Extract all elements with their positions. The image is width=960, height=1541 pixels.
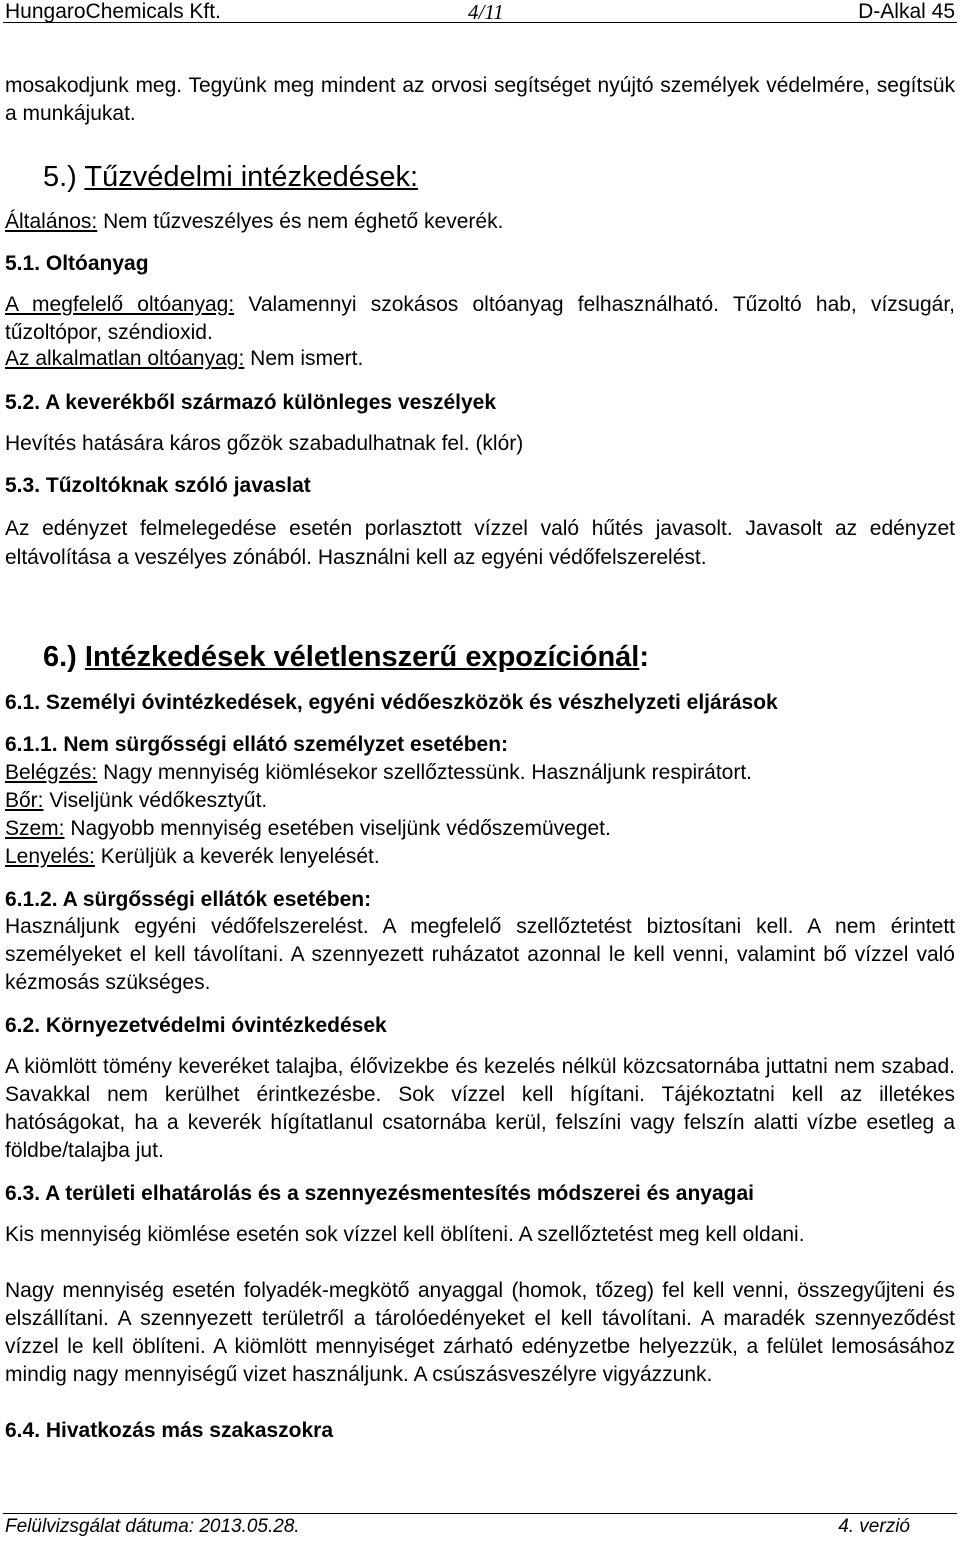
section-6-colon: :: [639, 641, 650, 673]
inhalation-text: Nagy mennyiség kiömlésekor szellőztessünk. Használjunk respirátort.: [97, 761, 753, 784]
unsuitable-label: Az alkalmatlan oltóanyag:: [5, 347, 245, 370]
section-5-number: 5.): [43, 161, 77, 193]
unsuitable-text: Nem ismert.: [244, 347, 364, 370]
header-product: D-Alkal 45: [858, 0, 955, 23]
header-company: HungaroChemicals Kft.: [5, 0, 221, 23]
section-5-2-title: 5.2. A keverékből származó különleges veszélyek: [5, 391, 497, 414]
section-6-1-2-text: Használjunk egyéni védőfelszerelést. A megfelelő szellőztetést biztosítani kell. A nem érintett személyeket el kell távolítani. A szennyezett ruházatot azonnal le kell venni, valamint bő vízzel való kézmosás szükséges.: [5, 915, 955, 994]
inhalation-line: [5, 759, 955, 787]
suitable-extinguisher: [5, 291, 955, 347]
footer-review-date: Felülvizsgálat dátuma: 2013.05.28.: [5, 1516, 300, 1537]
header-divider: [3, 22, 957, 23]
footer-version: 4. verzió: [838, 1516, 910, 1537]
eye-line: [5, 815, 955, 843]
unsuitable-extinguisher: [5, 345, 955, 373]
eye-text: Nagyobb mennyiség esetében viseljünk védőszemüveget.: [64, 817, 611, 840]
section-5-2-text: Hevítés hatására káros gőzök szabadulhatnak fel. (klór): [5, 432, 524, 455]
section-5-general: [5, 208, 955, 236]
section-6-4-title: 6.4. Hivatkozás más szakaszokra: [5, 1419, 334, 1442]
inhalation-label: Belégzés:: [5, 761, 98, 784]
skin-text: Viseljünk védőkesztyűt.: [43, 789, 268, 812]
section-5-title: Tűzvédelmi intézkedések:: [84, 161, 419, 193]
skin-label: Bőr:: [5, 789, 44, 812]
section-5-heading: [43, 160, 418, 194]
section-6-1-title: 6.1. Személyi óvintézkedések, egyéni védőeszközök és vészhelyzeti eljárások: [5, 691, 778, 714]
suitable-label: A megfelelő oltóanyag:: [5, 293, 235, 316]
eye-label: Szem:: [5, 817, 65, 840]
section-6-3-text-2: Nagy mennyiség esetén folyadék-megkötő anyaggal (homok, tőzeg) fel kell venni, összegyűjteni és elszállítani. A szennyezett területről a tárolóedényeket el kell távolítani. A maradék szennyeződést vízzel le kell öblíteni. A kiömlött mennyiséget zárható edényzetbe helyezzük, a felület lemosásához mindig nagy mennyiségű vizet használjunk. A csúszásveszélyre vigyázzunk.: [5, 1279, 955, 1386]
section-6-3-title: 6.3. A területi elhatárolás és a szennyezésmentesítés módszerei és anyagai: [5, 1182, 754, 1205]
section-6-1-1-title: 6.1.1. Nem sürgősségi ellátó személyzet esetében:: [5, 733, 509, 756]
ingestion-label: Lenyelés:: [5, 845, 95, 868]
general-text: Nem tűzveszélyes és nem éghető keverék.: [97, 210, 504, 233]
section-6-heading: [43, 640, 649, 674]
section-5-3-title: 5.3. Tűzoltóknak szóló javaslat: [5, 474, 311, 497]
section-6-title: Intézkedések véletlenszerű expozíciónál: [84, 641, 640, 673]
page-header: [5, 0, 955, 22]
skin-line: [5, 787, 955, 815]
section-5-1-title: 5.1. Oltóanyag: [5, 252, 149, 275]
section-6-3-text-1: Kis mennyiség kiömlése esetén sok vízzel kell öblíteni. A szellőztetést meg kell oldani.: [5, 1223, 805, 1246]
section-6-2-title: 6.2. Környezetvédelmi óvintézkedések: [5, 1014, 387, 1037]
ingestion-line: [5, 843, 955, 871]
suitable-text: Valamennyi szokásos oltóanyag felhasználható. Tűzoltó hab, vízsugár, tűzoltópor, széndioxid.: [5, 293, 955, 344]
footer-divider: [3, 1513, 957, 1514]
general-label: Általános:: [5, 210, 98, 233]
header-page-number: 4/11: [468, 0, 504, 24]
section-6-2-text: A kiömlött tömény keveréket talajba, élővizekbe és kezelés nélkül közcsatornába juttatni nem szabad. Savakkal nem kerülhet érintkezésbe. Sok vízzel kell hígítani. Tájékoztatni kell az illetékes hatóságokat, ha a keverék hígítatlanul csatornába kerül, felszíni vagy felszín alatti vízbe esetleg a földbe/talajba jut.: [5, 1055, 955, 1162]
ingestion-text: Kerüljük a keverék lenyelését.: [94, 845, 380, 868]
section-6-1-2-title: 6.1.2. A sürgősségi ellátók esetében:: [5, 888, 372, 911]
intro-paragraph: mosakodjunk meg. Tegyünk meg mindent az orvosi segítséget nyújtó személyek védelmére, segítsük a munkájukat.: [5, 74, 955, 125]
section-5-3-text: Az edényzet felmelegedése esetén porlasztott vízzel való hűtés javasolt. Javasolt az edényzet eltávolítása a veszélyes zónából. Használni kell az egyéni védőfelszerelést.: [5, 517, 955, 569]
section-6-number: 6.): [43, 641, 77, 673]
